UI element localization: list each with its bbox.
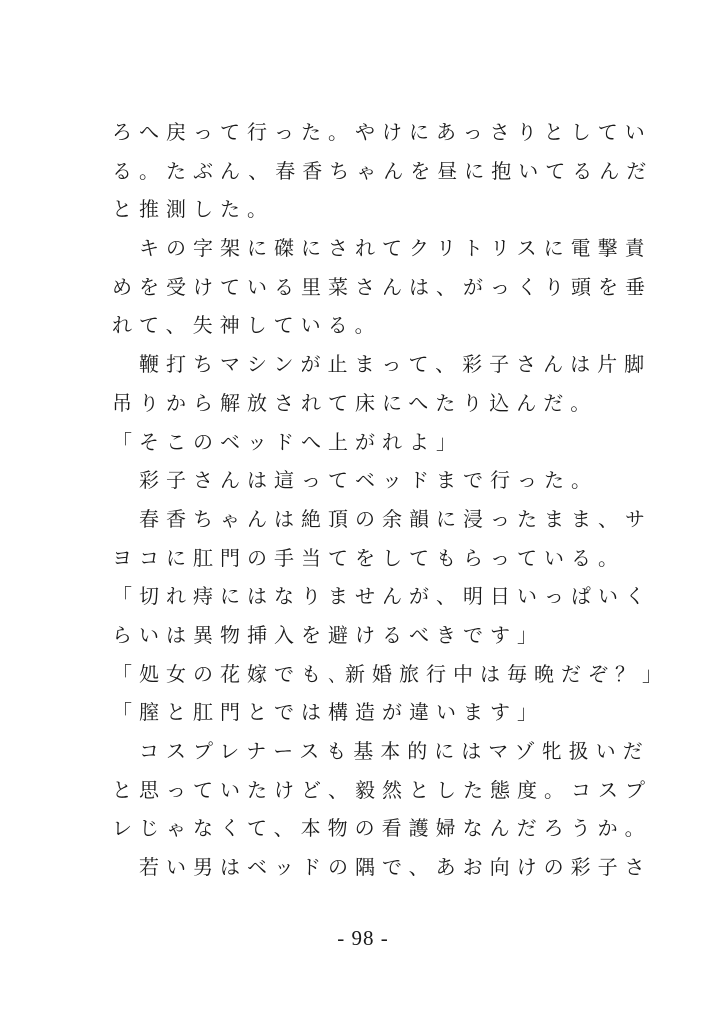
- text-line: 彩子さんは這ってベッドまで行った。: [112, 468, 598, 493]
- text-line: めを受けている里菜さんは、がっくり頭を垂: [112, 274, 652, 299]
- body-text: [112, 113, 669, 887]
- text-line: レじゃなくて、本物の看護婦なんだろうか。: [112, 816, 652, 841]
- text-line: コスプレナースも基本的にはマゾ牝扱いだ: [112, 739, 650, 763]
- text-line: る。たぶん、春香ちゃんを昼に抱いてるんだ: [112, 158, 654, 183]
- text-line: ろへ戻って行った。やけにあっさりとしてい: [112, 120, 652, 144]
- text-line: キの字架に磔にされてクリトリスに電撃責: [112, 236, 652, 261]
- text-line: ヨコに肛門の手当てをしてもらっている。: [112, 545, 625, 570]
- text-line: 鞭打ちマシンが止まって、彩子さんは片脚: [112, 352, 652, 377]
- text-line: 「そこのベッドへ上がれよ」: [112, 429, 463, 454]
- text-line: と思っていたけど、毅然とした態度。コスプ: [112, 777, 652, 802]
- text-line: らいは異物挿入を避けるべきです」: [112, 622, 544, 647]
- text-line: 吊りから解放されて床にへたり込んだ。: [112, 390, 598, 415]
- text-line: 春香ちゃんは絶頂の余韻に浸ったまま、サ: [112, 506, 652, 531]
- text-line: と推測した。: [112, 197, 274, 222]
- text-line: 若い男はベッドの隅で、あお向けの彩子さ: [112, 855, 652, 880]
- text-line: 「膣と肛門とでは構造が違います」: [112, 700, 544, 725]
- text-line: れて、失神している。: [112, 313, 382, 338]
- text-line: 「処女の花嫁でも､新婚旅行中は毎晩だぞ？」: [112, 661, 669, 686]
- page-number: - 98 -: [337, 926, 389, 950]
- text-line: 「切れ痔にはなりませんが、明日いっぱいく: [112, 584, 652, 609]
